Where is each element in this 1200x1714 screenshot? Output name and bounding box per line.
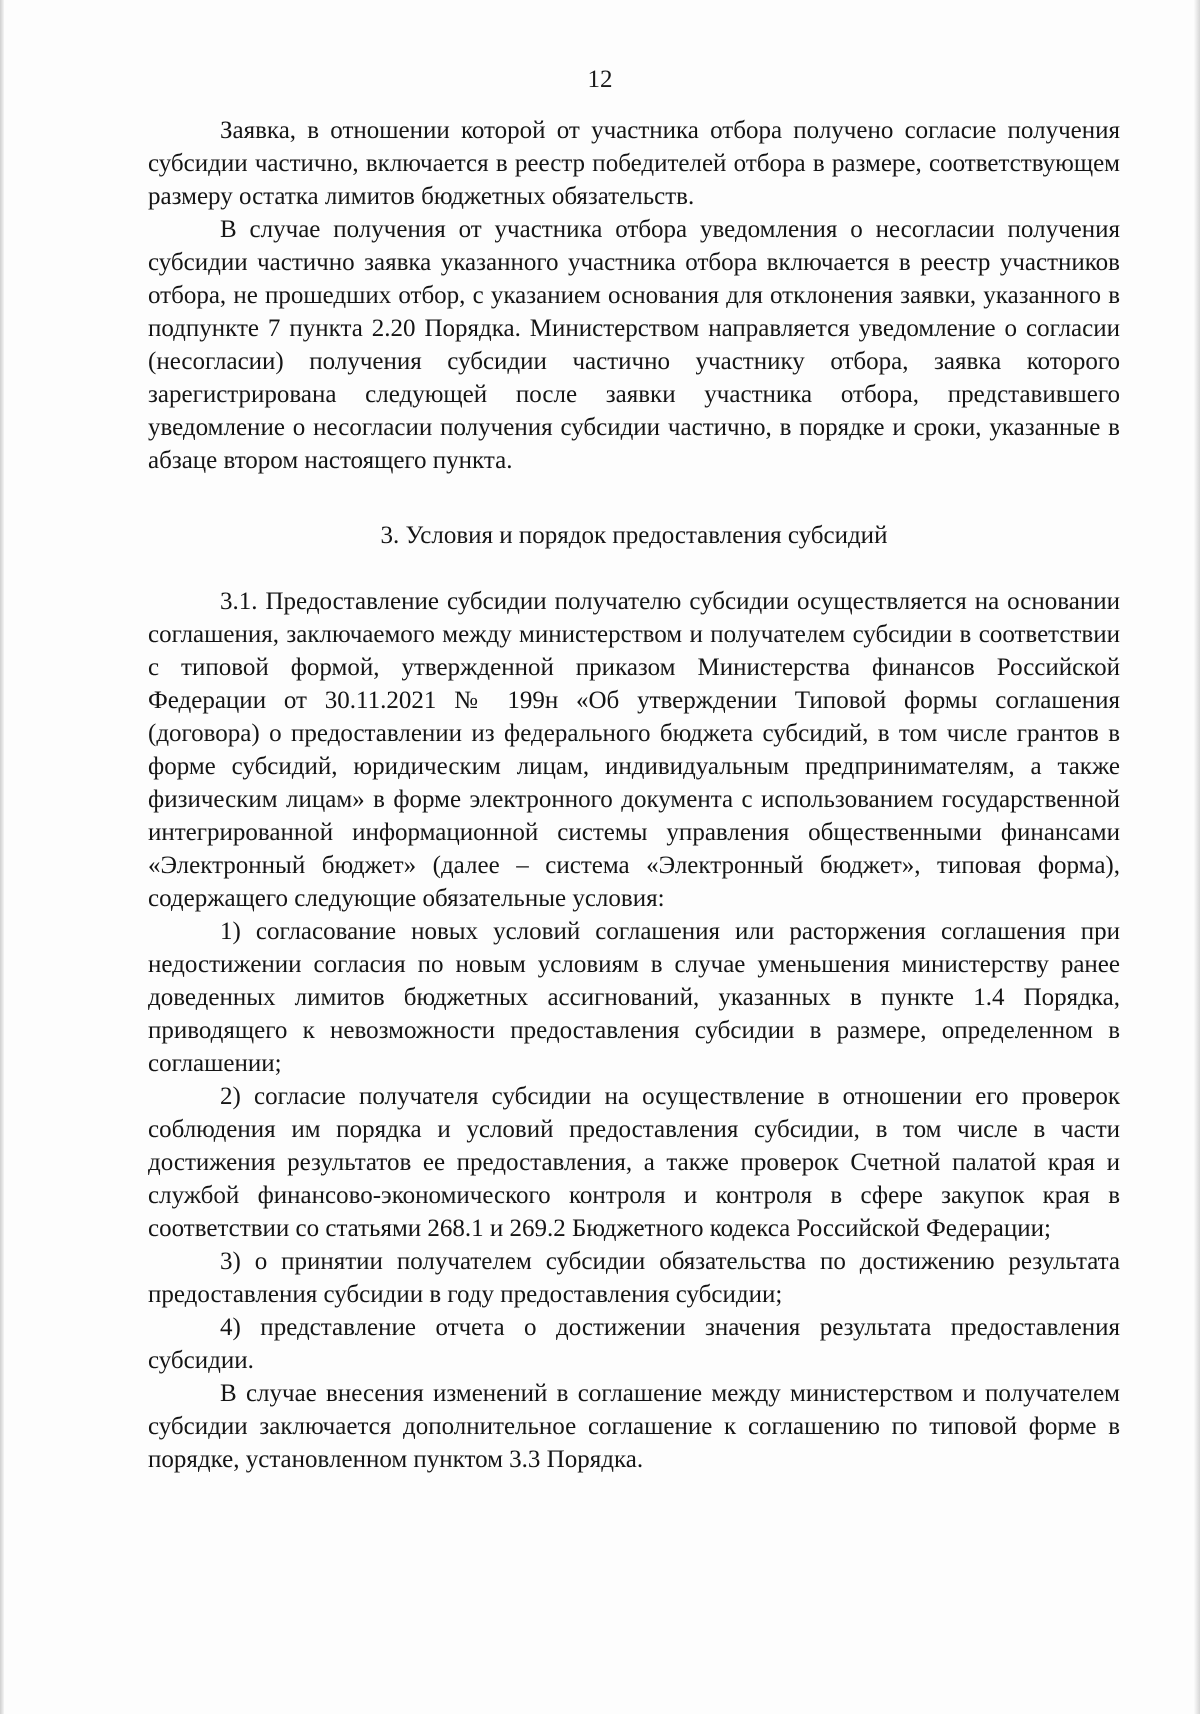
section-heading: 3. Условия и порядок предоставления субсидий [380, 522, 888, 549]
scan-edge-left [0, 0, 4, 1714]
list-item: 3) о принятии получателем субсидии обязательства по достижению результата предоставления субсидии в году предоставления субсидии; [148, 1248, 1120, 1308]
scan-edge-right [1194, 0, 1200, 1714]
paragraph: Заявка, в отношении которой от участника отбора получено согласие получения субсидии частично, включается в реестр победителей отбора в размере, соответствующем размеру остатка лимитов бюджетных обязательств. [148, 117, 1120, 210]
paragraph: 3.1. Предоставление субсидии получателю субсидии осуществляется на основании соглашения, заключаемого между министерством и получателем субсидии в соответствии с типовой формой, утвержденной приказом Министерства финансов Российской Федерации от 30.11.2021 № 199н «Об утверждении Типовой формы соглашения (договора) о предоставлении из федерального бюджета субсидий, в том числе грантов в форме субсидий, юридическим лицам, индивидуальным предпринимателям, а также физическим лицам» в форме электронного документа с использованием государственной интегрированной информационной системы управления общественными финансами «Электронный бюджет» (далее – система «Электронный бюджет», типовая форма), содержащего следующие обязательные условия: [148, 588, 1120, 912]
list-item: 1) согласование новых условий соглашения или расторжения соглашения при недостижении согласия по новым условиям в случае уменьшения министерству ранее доведенных лимитов бюджетных ассигнований, указанных в пункте 1.4 Порядка, приводящего к невозможности предоставления субсидии в размере, определенном в соглашении; [148, 918, 1120, 1077]
paragraph: В случае внесения изменений в соглашение между министерством и получателем субсидии заключается дополнительное соглашение к соглашению по типовой форме в порядке, установленном пунктом 3.3 Порядка. [148, 1380, 1120, 1473]
page-number: 12 [587, 66, 613, 93]
paragraph: В случае получения от участника отбора уведомления о несогласии получения субсидии частично заявка указанного участника отбора включается в реестр участников отбора, не прошедших отбор, с указанием основания для отклонения заявки, указанного в подпункте 7 пункта 2.20 Порядка. Министерством направляется уведомление о согласии (несогласии) получения субсидии частично участнику отбора, заявка которого зарегистрирована следующей после заявки участника отбора, представившего уведомление о несогласии получения субсидии частично, в порядке и сроки, указанные в абзаце втором настоящего пункта. [148, 216, 1120, 474]
document-body [148, 114, 1120, 1476]
list-item: 4) представление отчета о достижении значения результата предоставления субсидии. [148, 1314, 1120, 1374]
list-item: 2) согласие получателя субсидии на осуществление в отношении его проверок соблюдения им порядка и условий предоставления субсидии, в том числе в части достижения результатов ее предоставления, а также проверок Счетной палатой края и службой финансово-экономического контроля и контроля в сфере закупок края в соответствии со статьями 268.1 и 269.2 Бюджетного кодекса Российской Федерации; [148, 1083, 1120, 1242]
